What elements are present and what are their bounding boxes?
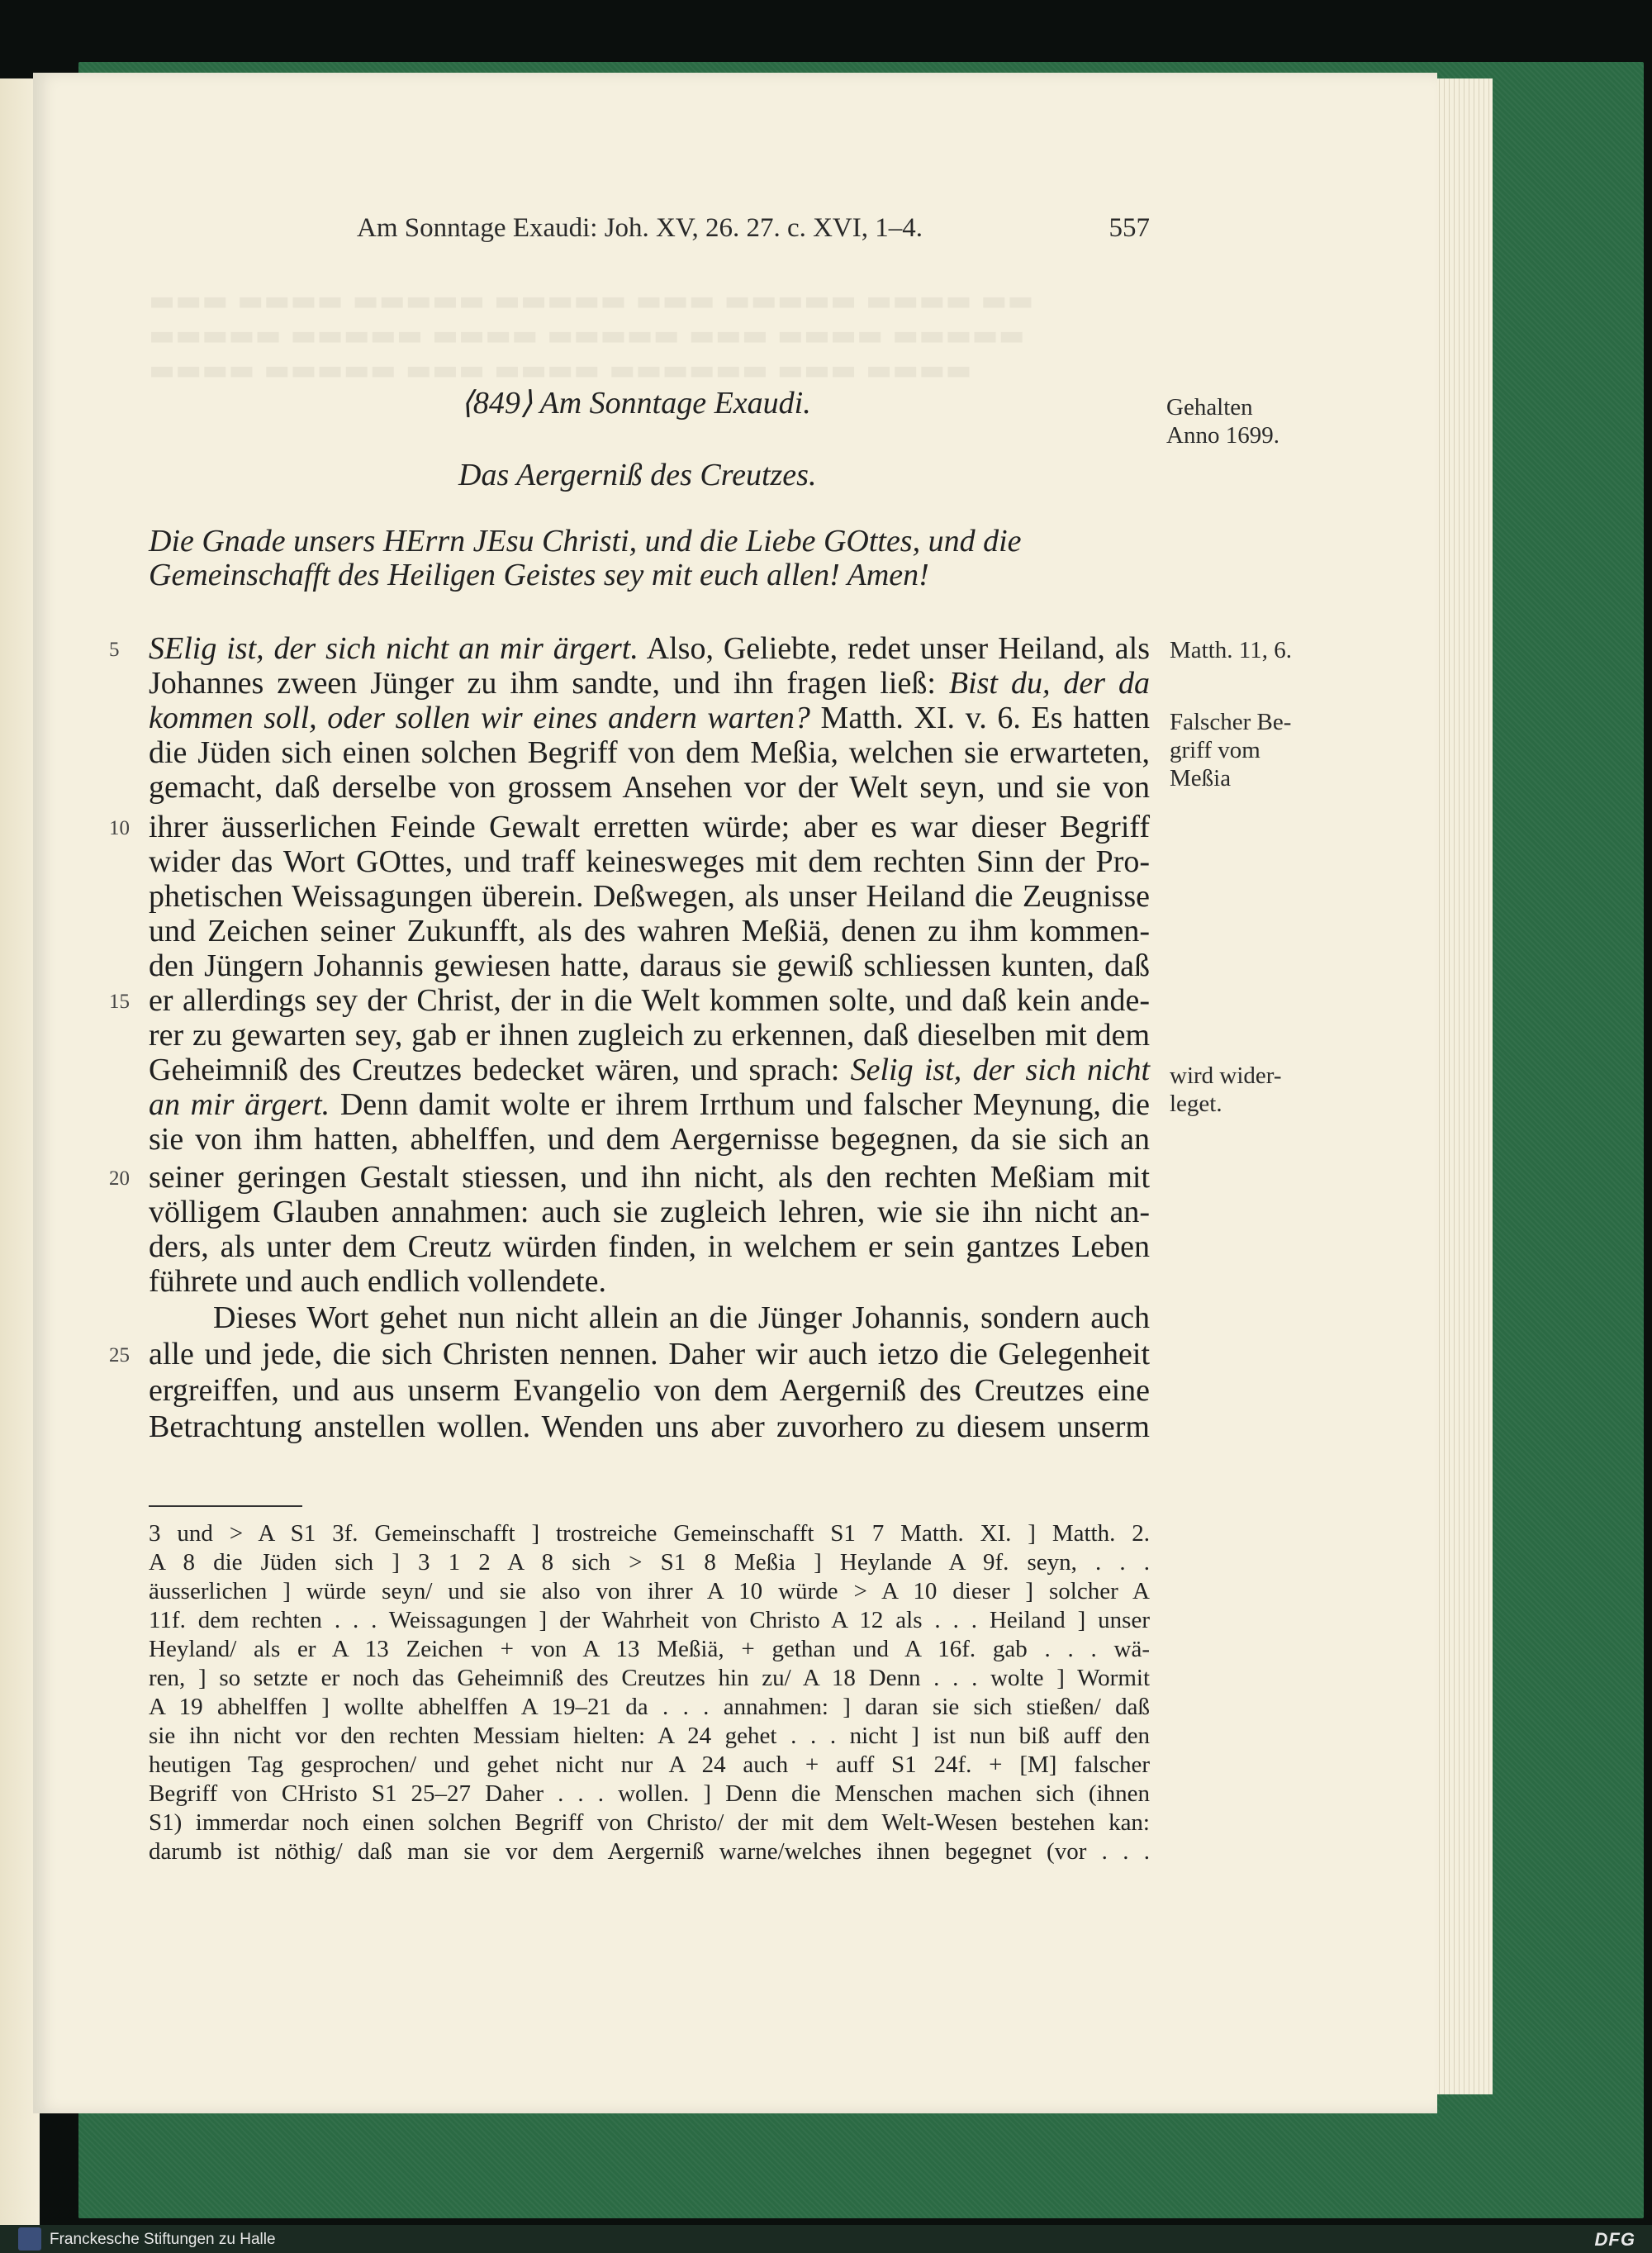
margin-note-refuted bbox=[1170, 1062, 1282, 1118]
show-through-text: ▬▬▬ ▬▬▬▬ ▬▬▬▬▬ ▬▬▬▬▬ ▬▬▬ ▬▬▬▬▬ ▬▬▬▬ ▬▬ ▬▬▬▬▬ ▬▬▬▬▬ ▬▬▬▬ ▬▬▬▬▬ ▬▬▬ ▬▬▬▬ ▬▬▬▬▬ ▬▬▬▬ ▬▬▬▬▬ ▬▬▬ ▬▬▬▬ ▬▬▬▬▬▬ ▬▬▬ ▬▬▬▬ bbox=[149, 284, 1034, 387]
italic-quote: an mir ärgert. bbox=[149, 1087, 330, 1122]
margin-note-line: Gehalten bbox=[1166, 394, 1253, 421]
text-line bbox=[149, 1087, 1150, 1122]
sermon-title: Am Sonntage Exaudi. bbox=[539, 386, 811, 421]
margin-note-held bbox=[1166, 393, 1279, 449]
margin-note-reference bbox=[1170, 636, 1292, 664]
text-run: Geheimniß des Creutzes bedecket wären, und sprach: bbox=[149, 1053, 851, 1087]
margin-note-line: leget. bbox=[1170, 1091, 1222, 1117]
text-line: die Jüden sich einen solchen Begriff von dem Meßia, welchen sie erwarteten, bbox=[149, 735, 1150, 770]
line-number: 5 bbox=[109, 639, 120, 661]
margin-note-line: Falscher Be- bbox=[1170, 709, 1292, 735]
footnote-rule bbox=[149, 1505, 302, 1507]
text-line: seiner geringen Gestalt stiessen, und ihn nicht, als den rechten Meßiam mit bbox=[149, 1160, 1150, 1195]
apparatus-line: Begriff von CHristo S1 25–27 Daher . . . wollen. ] Denn die Menschen machen sich (ihnen bbox=[149, 1780, 1150, 1807]
text-line bbox=[149, 631, 1150, 666]
margin-note-line: wird wider- bbox=[1170, 1062, 1282, 1089]
apparatus-line: heutigen Tag gesprochen/ und gehet nicht nur A 24 auch + auff S1 24f. + [M] falscher bbox=[149, 1752, 1150, 1778]
apparatus-line: sie ihn nicht vor den rechten Messiam hielten: A 24 gehet . . . nicht ] ist nun biß auff den bbox=[149, 1723, 1150, 1749]
text-line: wider das Wort GOttes, und traff keinesweges mit dem rechten Sinn der Pro- bbox=[149, 844, 1150, 879]
italic-quote: Bist du, der da bbox=[948, 666, 1150, 701]
institution-name: Franckesche Stiftungen zu Halle bbox=[50, 2231, 276, 2248]
text-run: Johannes zween Jünger zu ihm sandte, und ihn fragen ließ: bbox=[149, 666, 949, 701]
text-line bbox=[149, 1053, 1150, 1087]
line-number: 10 bbox=[109, 817, 130, 839]
dfg-logo: DFG bbox=[1594, 2229, 1635, 2250]
text-line: ihrer äusserlichen Feinde Gewalt erretten würde; aber es war dieser Begriff bbox=[149, 810, 1150, 844]
institution-logo-icon bbox=[18, 2227, 41, 2251]
text-line: völligem Glauben annahmen: auch sie zugleich lehren, wie sie ihn nicht an- bbox=[149, 1195, 1150, 1229]
text-line: phetischen Weissagungen überein. Deßwegen, als unser Heiland die Zeugnisse bbox=[149, 879, 1150, 914]
apparatus-line: S1) immerdar noch einen solchen Begriff von Christo/ der mit dem Welt-Wesen bestehen kan: bbox=[149, 1809, 1150, 1836]
line-number: 25 bbox=[109, 1344, 130, 1367]
margin-note-line: Matth. 11, 6. bbox=[1170, 637, 1292, 663]
text-line: er allerdings sey der Christ, der in die Welt kommen solte, und daß kein ande- bbox=[149, 983, 1150, 1018]
text-line: ergreiffen, und aus unserm Evangelio von dem Aergerniß des Creutzes eine bbox=[149, 1373, 1150, 1408]
apparatus-line: 11f. dem rechten . . . Weissagungen ] der Wahrheit von Christo A 12 als . . . Heiland ] unser bbox=[149, 1607, 1150, 1633]
apparatus-line: äusserlichen ] würde seyn/ und sie also von ihrer A 10 würde > A 10 dieser ] solcher A bbox=[149, 1578, 1150, 1604]
sermon-subtitle: Das Aergerniß des Creutzes. bbox=[458, 458, 817, 492]
apparatus-line: darumb ist nöthig/ daß man sie vor dem Aergerniß warne/welches ihnen begegnet (vor . . . bbox=[149, 1838, 1150, 1865]
sermon-number: ⟨849⟩ bbox=[461, 386, 533, 421]
paragraph-first-line: Dieses Wort gehet nun nicht allein an die Jünger Johannis, sondern auch bbox=[213, 1300, 1150, 1335]
text-line: ders, als unter dem Creutz würden finden, in welchem er sein gantzes Leben bbox=[149, 1229, 1150, 1264]
text-line bbox=[149, 701, 1150, 735]
text-line: und Zeichen seiner Zukunfft, als des wahren Meßiä, denen zu ihm kommen- bbox=[149, 914, 1150, 948]
text-line: führete und auch endlich vollendete. bbox=[149, 1264, 606, 1299]
apparatus-line: A 19 abhelffen ] wollte abhelffen A 19–21 da . . . annahmen: ] daran sie sich stießen/ daß bbox=[149, 1694, 1150, 1720]
apparatus-line: A 8 die Jüden sich ] 3 1 2 A 8 sich > S1 8 Meßia ] Heylande A 9f. seyn, . . . bbox=[149, 1549, 1150, 1576]
apparatus-line: ren, ] so setzte er noch das Geheimniß des Creutzes hin zu/ A 18 Denn . . . wolte ] Wormit bbox=[149, 1665, 1150, 1691]
text-run: Matth. XI. v. 6. Es hatten bbox=[809, 701, 1150, 735]
margin-note-line: Meßia bbox=[1170, 765, 1232, 791]
line-number: 20 bbox=[109, 1167, 130, 1190]
margin-note-line: griff vom bbox=[1170, 737, 1260, 763]
italic-quote: kommen soll, oder sollen wir eines andern warten? bbox=[149, 701, 810, 735]
text-line: alle und jede, die sich Christen nennen. Daher wir auch ietzo die Gelegenheit bbox=[149, 1337, 1150, 1371]
text-line: rer zu gewarten sey, gab er ihnen zugleich zu erkennen, daß dieselben mit dem bbox=[149, 1018, 1150, 1053]
italic-quote: Selig ist, der sich nicht bbox=[850, 1053, 1151, 1087]
text-line: sie von ihm hatten, abhelffen, und dem Aergernisse begegnen, da sie sich an bbox=[149, 1122, 1150, 1157]
text-line: Betrachtung anstellen wollen. Wenden uns aber zuvorhero zu diesem unserm bbox=[149, 1409, 1150, 1444]
sermon-heading bbox=[461, 384, 811, 421]
page-number: 557 bbox=[1108, 213, 1150, 243]
margin-note-line: Anno 1699. bbox=[1166, 422, 1279, 449]
line-number: 15 bbox=[109, 991, 130, 1013]
text-run: Denn damit wolte er ihrem Irrthum und falscher Meynung, die bbox=[330, 1087, 1150, 1122]
apparatus-line: Heyland/ als er A 13 Zeichen + von A 13 Meßiä, + gethan und A 16f. gab . . . wä- bbox=[149, 1636, 1150, 1662]
italic-quote: SElig ist, der sich nicht an mir ärgert. bbox=[149, 631, 638, 666]
text-run: Also, Geliebte, redet unser Heiland, als bbox=[638, 631, 1150, 666]
text-line: gemacht, daß derselbe von grossem Ansehen vor der Welt seyn, und sie von bbox=[149, 770, 1150, 805]
running-head-title: Am Sonntage Exaudi: Joh. XV, 26. 27. c. XVI, 1–4. bbox=[357, 213, 923, 243]
footer-bar bbox=[0, 2225, 1652, 2253]
greeting-paragraph: Die Gnade unsers HErrn JEsu Christi, und die Liebe GOttes, und die Gemeinschafft des Heiligen Geistes sey mit euch allen! Amen! bbox=[149, 524, 1022, 592]
running-head bbox=[357, 213, 1150, 246]
apparatus-line: 3 und > A S1 3f. Gemeinschafft ] trostreiche Gemeinschafft S1 7 Matth. XI. ] Matth. 2. bbox=[149, 1520, 1150, 1547]
margin-note-false-concept bbox=[1170, 708, 1291, 792]
text-line: den Jüngern Johannis gewiesen hatte, daraus sie gewiß schliessen kunten, daß bbox=[149, 948, 1150, 983]
text-line bbox=[149, 666, 1150, 701]
